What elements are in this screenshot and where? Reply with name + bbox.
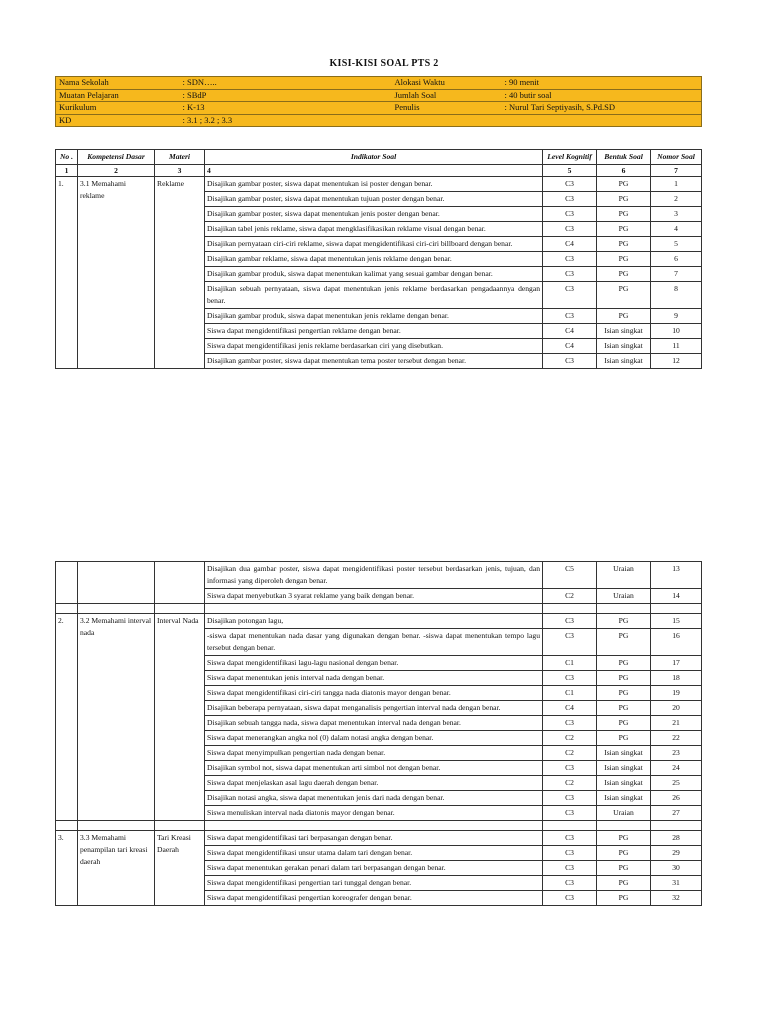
nomor-cell: 20	[651, 701, 702, 716]
empty-cell	[205, 821, 543, 831]
level-cell: C4	[543, 237, 597, 252]
indikator-cell: Siswa dapat mengidentifikasi pengertian reklame dengan benar.	[205, 324, 543, 339]
indikator-cell: Siswa dapat mengidentifikasi pengertian tari tunggal dengan benar.	[205, 876, 543, 891]
nomor-cell: 29	[651, 846, 702, 861]
document-title: KISI-KISI SOAL PTS 2	[329, 58, 439, 69]
empty-cell	[543, 604, 597, 614]
curriculum-value: : K-13	[180, 102, 392, 115]
level-cell: C3	[543, 891, 597, 906]
bentuk-cell: PG	[597, 686, 651, 701]
indikator-cell: Siswa dapat menentukan jenis interval nada dengan benar.	[205, 671, 543, 686]
nomor-cell: 11	[651, 339, 702, 354]
indikator-cell: Siswa dapat mengidentifikasi pengertian koreografer dengan benar.	[205, 891, 543, 906]
col-number: 6	[597, 165, 651, 177]
nomor-cell: 30	[651, 861, 702, 876]
header-nomor: Nomor Soal	[651, 150, 702, 165]
kompetensi-dasar	[78, 562, 155, 604]
indikator-cell: Siswa dapat menyimpulkan pengertian nada dengan benar.	[205, 746, 543, 761]
table-row	[56, 614, 702, 629]
table-body	[56, 177, 702, 369]
level-cell: C3	[543, 282, 597, 309]
empty-cell	[78, 604, 155, 614]
info-empty-cell	[392, 114, 502, 127]
bentuk-cell: PG	[597, 716, 651, 731]
author-value: : Nurul Tari Septiyasih, S.Pd.SD	[502, 102, 702, 115]
level-cell: C3	[543, 614, 597, 629]
kompetensi-dasar: 3.1 Memahami reklame	[78, 177, 155, 369]
indikator-cell: Siswa dapat mengidentifikasi lagu-lagu nasional dengan benar.	[205, 656, 543, 671]
spacer-row	[56, 821, 702, 831]
school-value: : SDN…..	[180, 77, 392, 90]
nomor-cell: 24	[651, 761, 702, 776]
bentuk-cell: Uraian	[597, 806, 651, 821]
bentuk-cell: PG	[597, 309, 651, 324]
bentuk-cell: PG	[597, 861, 651, 876]
bentuk-cell: Isian singkat	[597, 339, 651, 354]
indikator-cell: Siswa dapat mengidentifikasi tari berpasangan dengan benar.	[205, 831, 543, 846]
empty-cell	[597, 821, 651, 831]
materi: Interval Nada	[155, 614, 205, 821]
subject-value: : SBdP	[180, 89, 392, 102]
kompetensi-dasar: 3.2 Memahami interval nada	[78, 614, 155, 821]
time-label: Alokasi Waktu	[392, 77, 502, 90]
bentuk-cell: Isian singkat	[597, 791, 651, 806]
bentuk-cell: Isian singkat	[597, 324, 651, 339]
nomor-cell: 25	[651, 776, 702, 791]
level-cell: C2	[543, 589, 597, 604]
table-body	[56, 562, 702, 906]
indikator-cell: Disajikan notasi angka, siswa dapat menentukan jenis dari nada dengan benar.	[205, 791, 543, 806]
level-cell: C3	[543, 222, 597, 237]
bentuk-cell: PG	[597, 282, 651, 309]
indikator-cell: Disajikan beberapa pernyataan, siswa dapat menganalisis pengertian interval nada dengan benar.	[205, 701, 543, 716]
nomor-cell: 18	[651, 671, 702, 686]
level-cell: C4	[543, 701, 597, 716]
header-level: Level Kognitif	[543, 150, 597, 165]
nomor-cell: 3	[651, 207, 702, 222]
bentuk-cell: PG	[597, 207, 651, 222]
indikator-cell: Disajikan sebuah tangga nada, siswa dapat menentukan interval nada dengan benar.	[205, 716, 543, 731]
header-row	[56, 150, 702, 165]
bentuk-cell: PG	[597, 831, 651, 846]
nomor-cell: 12	[651, 354, 702, 369]
level-cell: C3	[543, 791, 597, 806]
bentuk-cell: PG	[597, 701, 651, 716]
nomor-cell: 15	[651, 614, 702, 629]
header-indikator: Indikator Soal	[205, 150, 543, 165]
info-empty-cell	[502, 114, 702, 127]
empty-cell	[56, 604, 78, 614]
bentuk-cell: Isian singkat	[597, 354, 651, 369]
info-row	[56, 89, 702, 102]
indikator-cell: Siswa dapat menerangkan angka nol (0) dalam notasi angka dengan benar.	[205, 731, 543, 746]
nomor-cell: 31	[651, 876, 702, 891]
bentuk-cell: Isian singkat	[597, 776, 651, 791]
indikator-cell: Disajikan potongan lagu,	[205, 614, 543, 629]
info-row	[56, 77, 702, 90]
level-cell: C2	[543, 731, 597, 746]
level-cell: C2	[543, 776, 597, 791]
col-number: 1	[56, 165, 78, 177]
nomor-cell: 5	[651, 237, 702, 252]
indikator-cell: Disajikan pernyataan ciri-ciri reklame, siswa dapat mengidentifikasi ciri-ciri billboard dengan benar.	[205, 237, 543, 252]
bentuk-cell: PG	[597, 177, 651, 192]
indikator-cell: Siswa dapat menentukan gerakan penari dalam tari berpasangan dengan benar.	[205, 861, 543, 876]
indikator-cell: Siswa dapat menyebutkan 3 syarat reklame yang baik dengan benar.	[205, 589, 543, 604]
indikator-cell: Disajikan gambar produk, siswa dapat menentukan jenis reklame dengan benar.	[205, 309, 543, 324]
nomor-cell: 22	[651, 731, 702, 746]
indikator-cell: Disajikan tabel jenis reklame, siswa dapat mengklasifikasikan reklame visual dengan benar.	[205, 222, 543, 237]
info-row	[56, 114, 702, 127]
indikator-cell: -siswa dapat menentukan nada dasar yang digunakan dengan benar. -siswa dapat menentukan tempo lagu tersebut dengan benar.	[205, 629, 543, 656]
empty-cell	[543, 821, 597, 831]
level-cell: C3	[543, 252, 597, 267]
level-cell: C1	[543, 656, 597, 671]
empty-cell	[205, 604, 543, 614]
nomor-cell: 10	[651, 324, 702, 339]
kompetensi-dasar: 3.3 Memahami penampilan tari kreasi daerah	[78, 831, 155, 906]
table-row	[56, 831, 702, 846]
bentuk-cell: PG	[597, 222, 651, 237]
bentuk-cell: Uraian	[597, 562, 651, 589]
empty-cell	[651, 821, 702, 831]
indikator-cell: Siswa dapat mengidentifikasi ciri-ciri tangga nada diatonis mayor dengan benar.	[205, 686, 543, 701]
row-number: 1.	[56, 177, 78, 369]
empty-cell	[155, 604, 205, 614]
grid-table-page-2	[55, 561, 702, 906]
empty-cell	[155, 821, 205, 831]
indikator-cell: Siswa dapat mengidentifikasi unsur utama dalam tari dengan benar.	[205, 846, 543, 861]
nomor-cell: 6	[651, 252, 702, 267]
bentuk-cell: Uraian	[597, 589, 651, 604]
col-number: 4	[205, 165, 543, 177]
school-label: Nama Sekolah	[56, 77, 180, 90]
col-number: 5	[543, 165, 597, 177]
level-cell: C3	[543, 177, 597, 192]
materi: Tari Kreasi Daerah	[155, 831, 205, 906]
level-cell: C3	[543, 806, 597, 821]
level-cell: C3	[543, 354, 597, 369]
bentuk-cell: PG	[597, 846, 651, 861]
nomor-cell: 8	[651, 282, 702, 309]
col-number: 3	[155, 165, 205, 177]
materi: Reklame	[155, 177, 205, 369]
bentuk-cell: PG	[597, 731, 651, 746]
bentuk-cell: PG	[597, 237, 651, 252]
bentuk-cell: PG	[597, 267, 651, 282]
indikator-cell: Disajikan symbol not, siswa dapat menentukan arti simbol not dengan benar.	[205, 761, 543, 776]
level-cell: C4	[543, 324, 597, 339]
time-value: : 90 menit	[502, 77, 702, 90]
nomor-cell: 21	[651, 716, 702, 731]
materi	[155, 562, 205, 604]
level-cell: C3	[543, 846, 597, 861]
header-kd: Kompetensi Dasar	[78, 150, 155, 165]
bentuk-cell: PG	[597, 252, 651, 267]
level-cell: C3	[543, 761, 597, 776]
row-number	[56, 562, 78, 604]
empty-cell	[78, 821, 155, 831]
indikator-cell: Disajikan gambar poster, siswa dapat menentukan tema poster tersebut dengan benar.	[205, 354, 543, 369]
level-cell: C3	[543, 192, 597, 207]
nomor-cell: 23	[651, 746, 702, 761]
level-cell: C3	[543, 207, 597, 222]
row-number: 2.	[56, 614, 78, 821]
empty-cell	[56, 821, 78, 831]
nomor-cell: 9	[651, 309, 702, 324]
bentuk-cell: PG	[597, 671, 651, 686]
empty-cell	[651, 604, 702, 614]
nomor-cell: 17	[651, 656, 702, 671]
info-row	[56, 102, 702, 115]
indikator-cell: Disajikan gambar produk, siswa dapat menentukan kalimat yang sesuai gambar dengan benar.	[205, 267, 543, 282]
indikator-cell: Disajikan sebuah pernyataan, siswa dapat menentukan jenis reklame berdasarkan pengadaannya dengan benar.	[205, 282, 543, 309]
nomor-cell: 7	[651, 267, 702, 282]
table-row	[56, 562, 702, 589]
bentuk-cell: PG	[597, 656, 651, 671]
indikator-cell: Disajikan gambar poster, siswa dapat menentukan jenis poster dengan benar.	[205, 207, 543, 222]
level-cell: C3	[543, 716, 597, 731]
kd-value: : 3.1 ; 3.2 ; 3.3	[180, 114, 392, 127]
indikator-cell: Siswa dapat menjelaskan asal lagu daerah dengan benar.	[205, 776, 543, 791]
author-label: Penulis	[392, 102, 502, 115]
level-cell: C3	[543, 831, 597, 846]
kd-label: KD	[56, 114, 180, 127]
level-cell: C5	[543, 562, 597, 589]
nomor-cell: 4	[651, 222, 702, 237]
header-bentuk: Bentuk Soal	[597, 150, 651, 165]
nomor-cell: 13	[651, 562, 702, 589]
level-cell: C3	[543, 861, 597, 876]
row-number: 3.	[56, 831, 78, 906]
indikator-cell: Disajikan gambar reklame, siswa dapat menentukan jenis reklame dengan benar.	[205, 252, 543, 267]
nomor-cell: 14	[651, 589, 702, 604]
indikator-cell: Disajikan dua gambar poster, siswa dapat mengidentifikasi poster tersebut berdasarkan jenis, tujuan, dan informasi yang diperoleh dengan benar.	[205, 562, 543, 589]
nomor-cell: 1	[651, 177, 702, 192]
count-value: : 40 butir soal	[502, 89, 702, 102]
grid-table-page-1	[55, 149, 702, 369]
indikator-cell: Siswa dapat mengidentifikasi jenis reklame berdasarkan ciri yang disebutkan.	[205, 339, 543, 354]
col-number: 7	[651, 165, 702, 177]
indikator-cell: Disajikan gambar poster, siswa dapat menentukan isi poster dengan benar.	[205, 177, 543, 192]
nomor-cell: 19	[651, 686, 702, 701]
bentuk-cell: PG	[597, 192, 651, 207]
column-number-row	[56, 165, 702, 177]
bentuk-cell: PG	[597, 876, 651, 891]
empty-cell	[597, 604, 651, 614]
level-cell: C1	[543, 686, 597, 701]
bentuk-cell: PG	[597, 614, 651, 629]
bentuk-cell: PG	[597, 891, 651, 906]
table-row	[56, 177, 702, 192]
subject-label: Muatan Pelajaran	[56, 89, 180, 102]
curriculum-label: Kurikulum	[56, 102, 180, 115]
nomor-cell: 26	[651, 791, 702, 806]
bentuk-cell: Isian singkat	[597, 761, 651, 776]
header-materi: Materi	[155, 150, 205, 165]
indikator-cell: Siswa menuliskan interval nada diatonis mayor dengan benar.	[205, 806, 543, 821]
info-table	[55, 76, 702, 127]
level-cell: C3	[543, 629, 597, 656]
level-cell: C3	[543, 876, 597, 891]
bentuk-cell: PG	[597, 629, 651, 656]
nomor-cell: 32	[651, 891, 702, 906]
nomor-cell: 28	[651, 831, 702, 846]
nomor-cell: 27	[651, 806, 702, 821]
level-cell: C3	[543, 267, 597, 282]
nomor-cell: 16	[651, 629, 702, 656]
col-number: 2	[78, 165, 155, 177]
level-cell: C2	[543, 746, 597, 761]
bentuk-cell: Isian singkat	[597, 746, 651, 761]
nomor-cell: 2	[651, 192, 702, 207]
level-cell: C3	[543, 309, 597, 324]
indikator-cell: Disajikan gambar poster, siswa dapat menentukan tujuan poster dengan benar.	[205, 192, 543, 207]
level-cell: C4	[543, 339, 597, 354]
level-cell: C3	[543, 671, 597, 686]
spacer-row	[56, 604, 702, 614]
header-no: No .	[56, 150, 78, 165]
count-label: Jumlah Soal	[392, 89, 502, 102]
